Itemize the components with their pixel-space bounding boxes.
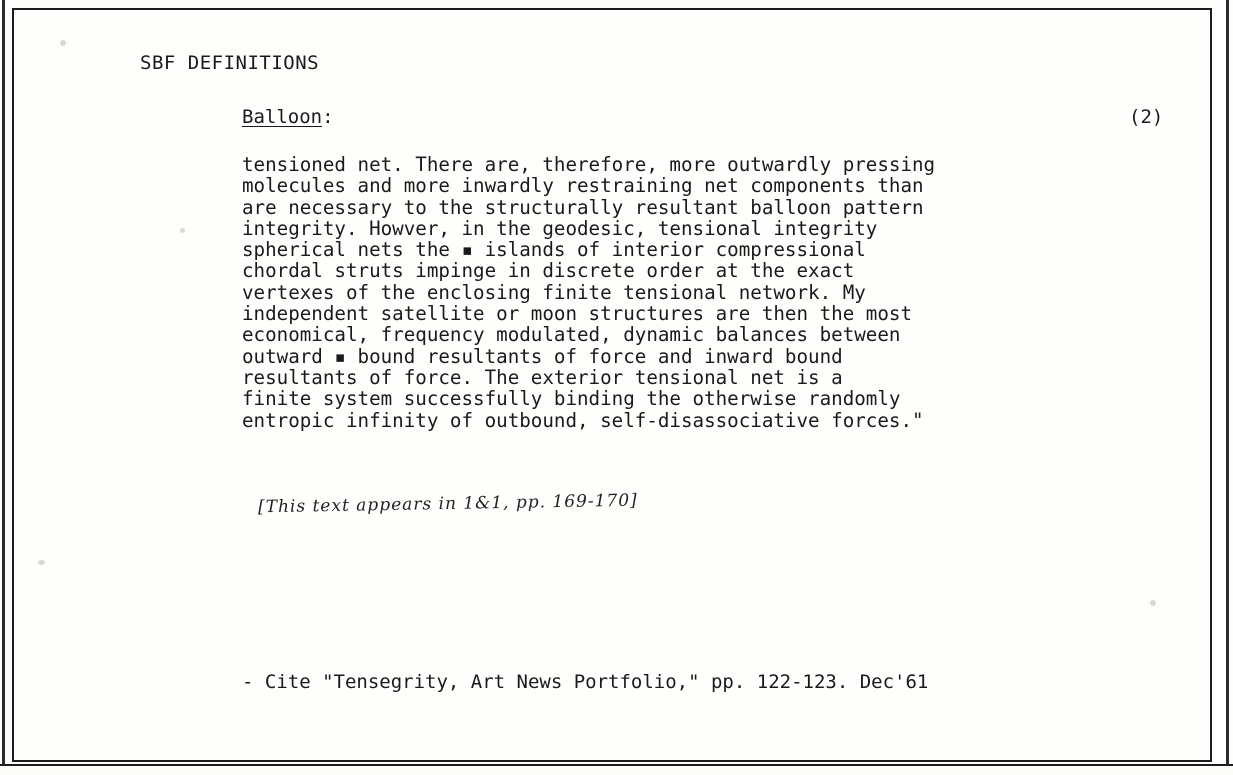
body-line: economical, frequency modulated, dynamic balances between [242, 323, 901, 347]
body-line: spherical nets the ▪ islands of interior compressional [242, 238, 866, 262]
scan-speck [1150, 600, 1156, 606]
page-number: (2) [1129, 106, 1164, 128]
scan-speck [180, 228, 185, 233]
body-line: integrity. Howver, in the geodesic, tensional integrity [242, 216, 878, 240]
body-line: are necessary to the structurally resultant balloon pattern [242, 195, 924, 219]
body-line: finite system successfully binding the otherwise randomly [242, 387, 901, 411]
body-line: tensioned net. There are, therefore, more outwardly pressing [242, 153, 936, 176]
body-line: outward ▪ bound resultants of force and inward bound [242, 344, 843, 368]
left-card-edge [2, 0, 5, 775]
scan-speck [38, 560, 45, 565]
body-line: vertexes of the enclosing finite tensional network. My [242, 280, 866, 304]
body-line: molecules and more inwardly restraining net components than [242, 174, 924, 198]
citation-line: - Cite "Tensegrity, Art News Portfolio," pp. 122-123. Dec'61 [242, 671, 929, 693]
definition-body [242, 154, 1102, 431]
term-heading [242, 106, 334, 128]
term-word: Balloon [242, 106, 323, 128]
bottom-card-edge [0, 764, 1233, 775]
scan-speck [60, 40, 66, 46]
term-colon: : [322, 106, 334, 128]
right-card-edge [1226, 0, 1229, 775]
body-line: entropic infinity of outbound, self-disassociative forces." [242, 408, 924, 432]
card-header: SBF DEFINITIONS [140, 52, 320, 74]
body-line: resultants of force. The exterior tensional net is a [242, 365, 843, 389]
body-line: chordal struts impinge in discrete order at the exact [242, 259, 855, 283]
handwritten-annotation: [This text appears in 1&1, pp. 169-170] [257, 490, 638, 518]
body-line: independent satellite or moon structures are then the most [242, 302, 913, 326]
